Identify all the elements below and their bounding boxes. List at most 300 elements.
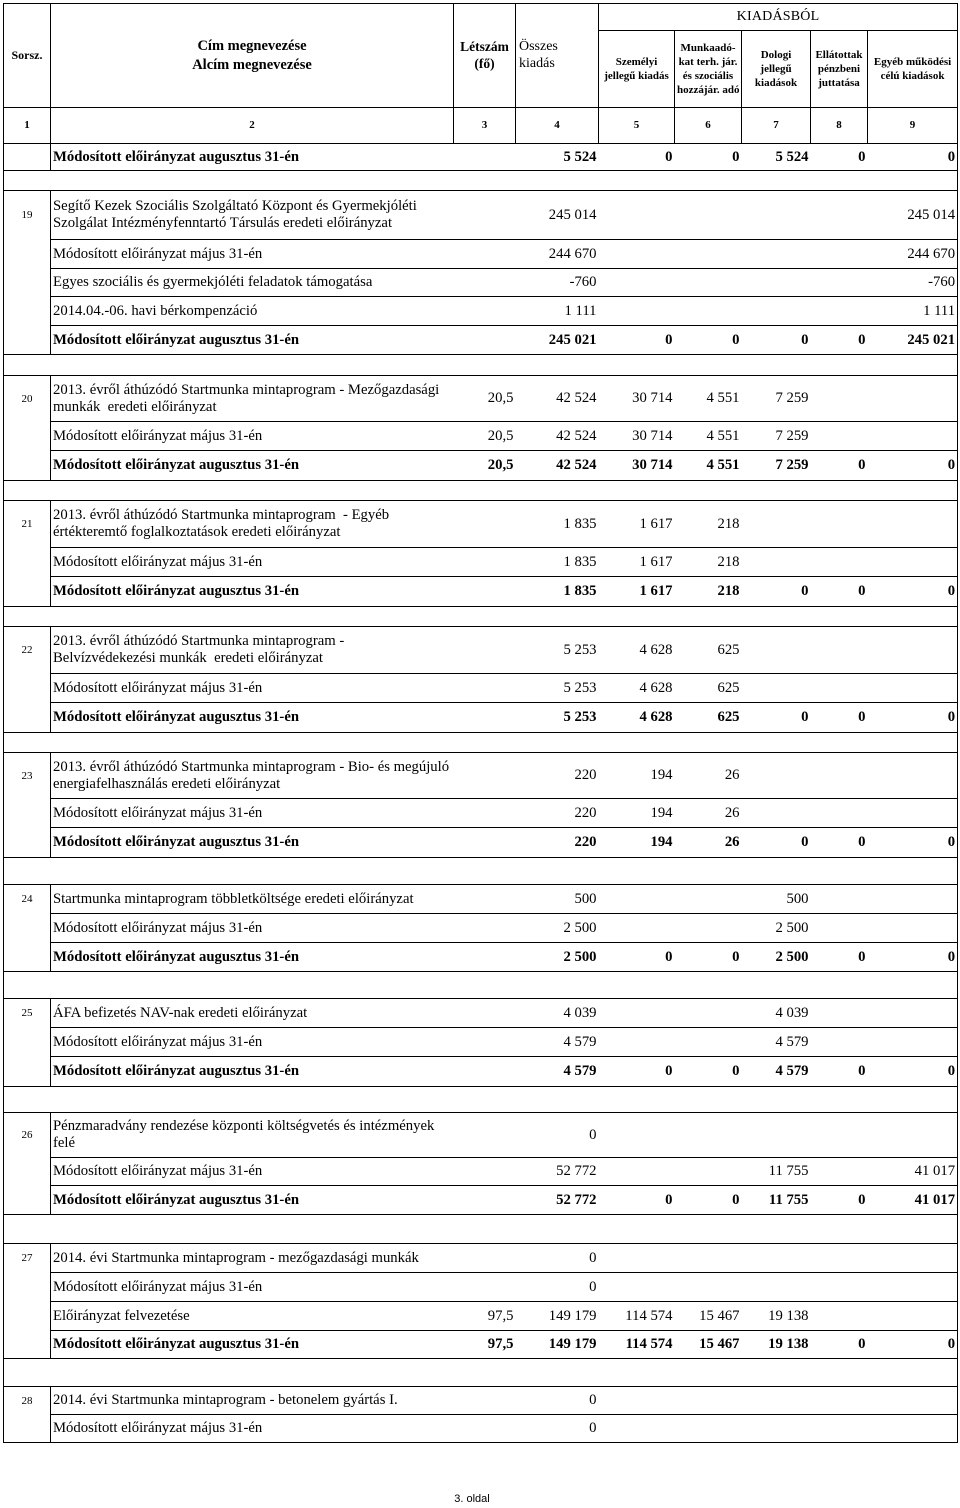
empty-cell [675, 972, 742, 999]
item-number [4, 799, 51, 828]
osszes-kiadas-value: 5 253 [516, 703, 599, 733]
table-row [4, 753, 958, 799]
empty-cell [4, 1359, 51, 1387]
szemelyi-kiadas-value: 194 [599, 799, 675, 828]
osszes-kiadas-value: 245 014 [516, 191, 599, 240]
munkaado-jarulek-value [675, 914, 742, 943]
empty-cell [868, 481, 958, 501]
empty-cell [516, 1087, 599, 1113]
table-row [4, 240, 958, 269]
item-name-line: Módosított előirányzat május 31-én [53, 919, 263, 936]
dologi-kiadas-value [742, 1415, 811, 1443]
osszes-kiadas-value: 244 670 [516, 240, 599, 269]
empty-cell [454, 1087, 516, 1113]
ellatottak-juttatasa-value: 0 [811, 1057, 868, 1087]
group-separator [4, 481, 958, 501]
header-letszam-unit: (fő) [474, 55, 495, 71]
column-number: 8 [811, 108, 868, 144]
egyeb-mukodesi-kiadas-value: 0 [868, 943, 958, 972]
szemelyi-kiadas-value [599, 1028, 675, 1057]
szemelyi-kiadas-value: 1 617 [599, 501, 675, 548]
item-number: 27 [4, 1244, 51, 1273]
item-number: 25 [4, 999, 51, 1028]
munkaado-jarulek-value: 0 [675, 943, 742, 972]
table-row [4, 674, 958, 703]
item-number [4, 1331, 51, 1359]
table-row [4, 297, 958, 326]
empty-cell [675, 171, 742, 191]
letszam-value: 97,5 [454, 1331, 516, 1359]
total-row [4, 943, 958, 972]
item-name [51, 1273, 454, 1302]
empty-cell [675, 481, 742, 501]
munkaado-jarulek-value: 625 [675, 703, 742, 733]
item-number [4, 577, 51, 607]
item-number [4, 1057, 51, 1087]
empty-cell [868, 733, 958, 753]
munkaado-jarulek-value [675, 1158, 742, 1186]
column-number: 4 [516, 108, 599, 144]
item-name-line: Módosított előirányzat május 31-én [53, 1420, 263, 1436]
empty-cell [454, 972, 516, 999]
item-name-line: 2014. évi Startmunka mintaprogram - betonelem gyártás I. [53, 1392, 398, 1408]
table-row [4, 627, 958, 674]
szemelyi-kiadas-value [599, 914, 675, 943]
munkaado-jarulek-value [675, 999, 742, 1028]
empty-cell [516, 171, 599, 191]
empty-cell [51, 1087, 454, 1113]
ellatottak-juttatasa-value [811, 1302, 868, 1331]
item-name-line: Módosított előirányzat augusztus 31-én [53, 834, 300, 850]
group-separator [4, 1359, 958, 1387]
empty-cell [811, 733, 868, 753]
ellatottak-juttatasa-value: 0 [811, 943, 868, 972]
group-separator [4, 972, 958, 999]
ellatottak-juttatasa-value [811, 1415, 868, 1443]
letszam-value: 20,5 [454, 451, 516, 481]
empty-cell [4, 1087, 51, 1113]
group-separator [4, 171, 958, 191]
item-name [51, 1415, 454, 1443]
item-name-line: Módosított előirányzat május 31-én [53, 553, 263, 570]
empty-cell [51, 355, 454, 376]
header-line: jellegű kiadás [604, 70, 669, 82]
munkaado-jarulek-value: 625 [675, 674, 742, 703]
empty-cell [868, 355, 958, 376]
egyeb-mukodesi-kiadas-value: 0 [868, 1331, 958, 1359]
munkaado-jarulek-value: 0 [675, 144, 742, 171]
item-name-line: Módosított előirányzat augusztus 31-én [53, 457, 300, 473]
ellatottak-juttatasa-value [811, 422, 868, 451]
item-name-line: Módosított előirányzat augusztus 31-én [53, 331, 300, 348]
egyeb-mukodesi-kiadas-value [868, 753, 958, 799]
item-number [4, 1186, 51, 1215]
item-name [51, 326, 454, 355]
item-name [51, 828, 454, 858]
item-name [51, 1387, 454, 1415]
item-name [51, 914, 454, 943]
empty-cell [868, 1215, 958, 1244]
empty-cell [811, 481, 868, 501]
item-name [51, 1331, 454, 1359]
item-name [51, 674, 454, 703]
osszes-kiadas-value: 0 [516, 1415, 599, 1443]
ellatottak-juttatasa-value [811, 674, 868, 703]
item-name [51, 1113, 454, 1158]
egyeb-mukodesi-kiadas-value: 0 [868, 1057, 958, 1087]
szemelyi-kiadas-value: 30 714 [599, 422, 675, 451]
munkaado-jarulek-value: 0 [675, 1186, 742, 1215]
egyeb-mukodesi-kiadas-value [868, 999, 958, 1028]
item-number [4, 269, 51, 297]
empty-cell [599, 733, 675, 753]
szemelyi-kiadas-value [599, 999, 675, 1028]
item-number [4, 548, 51, 577]
item-name-line: Startmunka mintaprogram többletköltsége eredeti előirányzat [53, 890, 414, 907]
egyeb-mukodesi-kiadas-value: 0 [868, 144, 958, 171]
empty-cell [454, 481, 516, 501]
empty-cell [4, 355, 51, 376]
dologi-kiadas-value: 0 [742, 828, 811, 858]
header-line: és szociális [682, 70, 734, 82]
ellatottak-juttatasa-value [811, 914, 868, 943]
header-sorsz: Sorsz. [4, 4, 51, 108]
letszam-value [454, 269, 516, 297]
egyeb-mukodesi-kiadas-value [868, 548, 958, 577]
empty-cell [51, 1215, 454, 1244]
empty-cell [51, 858, 454, 885]
szemelyi-kiadas-value [599, 1158, 675, 1186]
header-szemelyi-kiadas [599, 31, 675, 108]
egyeb-mukodesi-kiadas-value [868, 1415, 958, 1443]
table-row [4, 269, 958, 297]
item-name-line: 2013. évről áthúzódó Startmunka mintaprogram - Bio- és megújuló [53, 758, 450, 775]
letszam-value [454, 799, 516, 828]
group-separator [4, 733, 958, 753]
item-number: 21 [4, 501, 51, 548]
empty-cell [454, 1359, 516, 1387]
header-line: Egyéb működési [873, 56, 952, 68]
dologi-kiadas-value: 7 259 [742, 451, 811, 481]
osszes-kiadas-value: 5 253 [516, 627, 599, 674]
letszam-value [454, 703, 516, 733]
osszes-kiadas-value: 42 524 [516, 376, 599, 422]
munkaado-jarulek-value: 218 [675, 548, 742, 577]
letszam-value [454, 548, 516, 577]
dologi-kiadas-value: 11 755 [742, 1186, 811, 1215]
empty-cell [599, 355, 675, 376]
table-row [4, 999, 958, 1028]
item-name-line: Módosított előirányzat május 31-én [53, 427, 263, 444]
osszes-kiadas-value: 2 500 [516, 914, 599, 943]
empty-cell [742, 607, 811, 627]
empty-cell [599, 171, 675, 191]
item-name-line: 2013. évről áthúzódó Startmunka mintaprogram - Egyéb [53, 507, 390, 523]
egyeb-mukodesi-kiadas-value: 0 [868, 828, 958, 858]
letszam-value [454, 914, 516, 943]
empty-cell [51, 481, 454, 501]
egyeb-mukodesi-kiadas-value [868, 1244, 958, 1273]
munkaado-jarulek-value [675, 885, 742, 914]
egyeb-mukodesi-kiadas-value: 0 [868, 703, 958, 733]
dologi-kiadas-value [742, 240, 811, 269]
egyeb-mukodesi-kiadas-value [868, 885, 958, 914]
header-letszam [454, 4, 516, 108]
dologi-kiadas-value: 19 138 [742, 1331, 811, 1359]
table-row [4, 885, 958, 914]
empty-cell [742, 1087, 811, 1113]
egyeb-mukodesi-kiadas-value [868, 1028, 958, 1057]
munkaado-jarulek-value [675, 1273, 742, 1302]
empty-cell [454, 607, 516, 627]
osszes-kiadas-value: 5 524 [516, 144, 599, 171]
item-number [4, 451, 51, 481]
dologi-kiadas-value: 0 [742, 703, 811, 733]
dologi-kiadas-value: 0 [742, 577, 811, 607]
empty-cell [868, 1087, 958, 1113]
dologi-kiadas-value: 7 259 [742, 376, 811, 422]
item-name-line: ÁFA befizetés NAV-nak eredeti előirányzat [53, 1004, 308, 1021]
item-name-line: 2013. évről áthúzódó Startmunka mintaprogram - Mezőgazdasági [53, 381, 440, 398]
egyeb-mukodesi-kiadas-value [868, 501, 958, 548]
ellatottak-juttatasa-value: 0 [811, 828, 868, 858]
table-row [4, 1158, 958, 1186]
szemelyi-kiadas-value [599, 1415, 675, 1443]
dologi-kiadas-value: 2 500 [742, 943, 811, 972]
empty-cell [868, 972, 958, 999]
empty-cell [742, 858, 811, 885]
szemelyi-kiadas-value: 0 [599, 326, 675, 355]
munkaado-jarulek-value: 15 467 [675, 1331, 742, 1359]
osszes-kiadas-value: 245 021 [516, 326, 599, 355]
item-number: 26 [4, 1113, 51, 1158]
item-name [51, 422, 454, 451]
szemelyi-kiadas-value: 114 574 [599, 1331, 675, 1359]
item-name-line: Segítő Kezek Szociális Szolgáltató Központ és Gyermekjóléti [53, 198, 417, 214]
dologi-kiadas-value: 4 579 [742, 1028, 811, 1057]
total-row [4, 326, 958, 355]
szemelyi-kiadas-value: 4 628 [599, 703, 675, 733]
item-name-line: 2014.04.-06. havi bérkompenzáció [53, 302, 258, 319]
table-row [4, 501, 958, 548]
item-name [51, 548, 454, 577]
dologi-kiadas-value [742, 297, 811, 326]
ellatottak-juttatasa-value [811, 548, 868, 577]
empty-cell [675, 1087, 742, 1113]
item-name-line: Módosított előirányzat május 31-én [53, 1163, 263, 1179]
osszes-kiadas-value: 42 524 [516, 451, 599, 481]
item-name-line: munkák eredeti előirányzat [53, 398, 217, 415]
ellatottak-juttatasa-value [811, 1387, 868, 1415]
header-line: Személyi [615, 56, 658, 68]
item-name [51, 240, 454, 269]
item-name-line: Pénzmaradvány rendezése központi költségvetés és intézmények [53, 1118, 435, 1134]
szemelyi-kiadas-value: 0 [599, 1057, 675, 1087]
munkaado-jarulek-value: 26 [675, 799, 742, 828]
item-name-line: értékteremtő foglalkoztatások eredeti előirányzat [53, 524, 341, 540]
letszam-value [454, 1244, 516, 1273]
empty-cell [599, 1215, 675, 1244]
item-number: 28 [4, 1387, 51, 1415]
szemelyi-kiadas-value [599, 1113, 675, 1158]
letszam-value: 20,5 [454, 422, 516, 451]
munkaado-jarulek-value: 218 [675, 577, 742, 607]
item-name [51, 376, 454, 422]
egyeb-mukodesi-kiadas-value: -760 [868, 269, 958, 297]
item-name [51, 297, 454, 326]
munkaado-jarulek-value: 4 551 [675, 451, 742, 481]
letszam-value [454, 885, 516, 914]
munkaado-jarulek-value [675, 297, 742, 326]
ellatottak-juttatasa-value [811, 269, 868, 297]
osszes-kiadas-value: 1 835 [516, 577, 599, 607]
item-name [51, 999, 454, 1028]
letszam-value [454, 753, 516, 799]
letszam-value [454, 1273, 516, 1302]
ellatottak-juttatasa-value [811, 501, 868, 548]
empty-cell [675, 733, 742, 753]
item-name-line: Egyes szociális és gyermekjóléti feladatok támogatása [53, 274, 373, 290]
munkaado-jarulek-value: 0 [675, 1057, 742, 1087]
letszam-value: 97,5 [454, 1302, 516, 1331]
empty-cell [742, 733, 811, 753]
item-name-line: Módosított előirányzat augusztus 31-én [53, 709, 300, 725]
group-separator [4, 355, 958, 376]
ellatottak-juttatasa-value [811, 376, 868, 422]
header-osszes-line: Összes [519, 38, 558, 54]
szemelyi-kiadas-value: 4 628 [599, 627, 675, 674]
item-number: 23 [4, 753, 51, 799]
empty-cell [742, 171, 811, 191]
letszam-value [454, 191, 516, 240]
item-name [51, 269, 454, 297]
ellatottak-juttatasa-value [811, 240, 868, 269]
total-row [4, 703, 958, 733]
osszes-kiadas-value: 149 179 [516, 1302, 599, 1331]
item-name [51, 627, 454, 674]
osszes-kiadas-value: 4 039 [516, 999, 599, 1028]
osszes-kiadas-value: -760 [516, 269, 599, 297]
dologi-kiadas-value: 4 579 [742, 1057, 811, 1087]
item-number [4, 297, 51, 326]
group-separator [4, 1215, 958, 1244]
ellatottak-juttatasa-value [811, 1273, 868, 1302]
item-name [51, 144, 454, 171]
osszes-kiadas-value: 220 [516, 828, 599, 858]
empty-cell [4, 607, 51, 627]
dologi-kiadas-value: 11 755 [742, 1158, 811, 1186]
total-row [4, 577, 958, 607]
szemelyi-kiadas-value: 30 714 [599, 376, 675, 422]
item-name-line: energiafelhasználás eredeti előirányzat [53, 775, 281, 792]
osszes-kiadas-value: 5 253 [516, 674, 599, 703]
empty-cell [516, 1359, 599, 1387]
column-number: 5 [599, 108, 675, 144]
item-number [4, 1028, 51, 1057]
szemelyi-kiadas-value: 4 628 [599, 674, 675, 703]
empty-cell [599, 1087, 675, 1113]
egyeb-mukodesi-kiadas-value: 1 111 [868, 297, 958, 326]
empty-cell [516, 733, 599, 753]
ellatottak-juttatasa-value [811, 799, 868, 828]
empty-cell [516, 607, 599, 627]
header-line: kat terh. jár. [678, 56, 738, 68]
empty-cell [51, 733, 454, 753]
table-row [4, 376, 958, 422]
empty-cell [454, 733, 516, 753]
munkaado-jarulek-value [675, 240, 742, 269]
item-name [51, 577, 454, 607]
empty-cell [51, 171, 454, 191]
letszam-value [454, 1057, 516, 1087]
header-line: Ellátottak [815, 49, 863, 61]
empty-cell [868, 171, 958, 191]
item-name-line: Belvízvédekezési munkák eredeti előirányzat [53, 650, 323, 666]
empty-cell [516, 355, 599, 376]
egyeb-mukodesi-kiadas-value: 245 021 [868, 326, 958, 355]
ellatottak-juttatasa-value [811, 627, 868, 674]
letszam-value [454, 1415, 516, 1443]
dologi-kiadas-value [742, 1244, 811, 1273]
item-name-line: Módosított előirányzat augusztus 31-én [53, 1191, 300, 1208]
item-name-line: Módosított előirányzat május 31-én [53, 1033, 263, 1050]
empty-cell [599, 972, 675, 999]
empty-cell [742, 1215, 811, 1244]
letszam-value [454, 501, 516, 548]
ellatottak-juttatasa-value: 0 [811, 1331, 868, 1359]
empty-cell [454, 355, 516, 376]
szemelyi-kiadas-value: 0 [599, 1186, 675, 1215]
header-line: kiadások [754, 77, 798, 89]
empty-cell [599, 858, 675, 885]
empty-cell [868, 607, 958, 627]
empty-cell [4, 171, 51, 191]
item-name-line: Módosított előirányzat május 31-én [53, 804, 263, 821]
szemelyi-kiadas-value [599, 297, 675, 326]
letszam-value [454, 1186, 516, 1215]
munkaado-jarulek-value: 4 551 [675, 376, 742, 422]
osszes-kiadas-value: 42 524 [516, 422, 599, 451]
item-name-line: Módosított előirányzat augusztus 31-én [53, 1336, 300, 1352]
ellatottak-juttatasa-value [811, 999, 868, 1028]
letszam-value [454, 144, 516, 171]
egyeb-mukodesi-kiadas-value: 244 670 [868, 240, 958, 269]
total-row [4, 451, 958, 481]
group-separator [4, 607, 958, 627]
empty-cell [599, 607, 675, 627]
egyeb-mukodesi-kiadas-value [868, 627, 958, 674]
egyeb-mukodesi-kiadas-value: 245 014 [868, 191, 958, 240]
header-line: jellegű [760, 63, 792, 75]
dologi-kiadas-value: 4 039 [742, 999, 811, 1028]
munkaado-jarulek-value [675, 1028, 742, 1057]
osszes-kiadas-value: 1 835 [516, 501, 599, 548]
total-row [4, 144, 958, 171]
table-row [4, 422, 958, 451]
szemelyi-kiadas-value [599, 240, 675, 269]
item-number [4, 828, 51, 858]
osszes-kiadas-value: 0 [516, 1244, 599, 1273]
ellatottak-juttatasa-value [811, 753, 868, 799]
empty-cell [675, 607, 742, 627]
item-name [51, 1057, 454, 1087]
item-name [51, 1158, 454, 1186]
table-row [4, 1387, 958, 1415]
letszam-value: 20,5 [454, 376, 516, 422]
egyeb-mukodesi-kiadas-value [868, 422, 958, 451]
munkaado-jarulek-value: 0 [675, 326, 742, 355]
dologi-kiadas-value: 0 [742, 326, 811, 355]
